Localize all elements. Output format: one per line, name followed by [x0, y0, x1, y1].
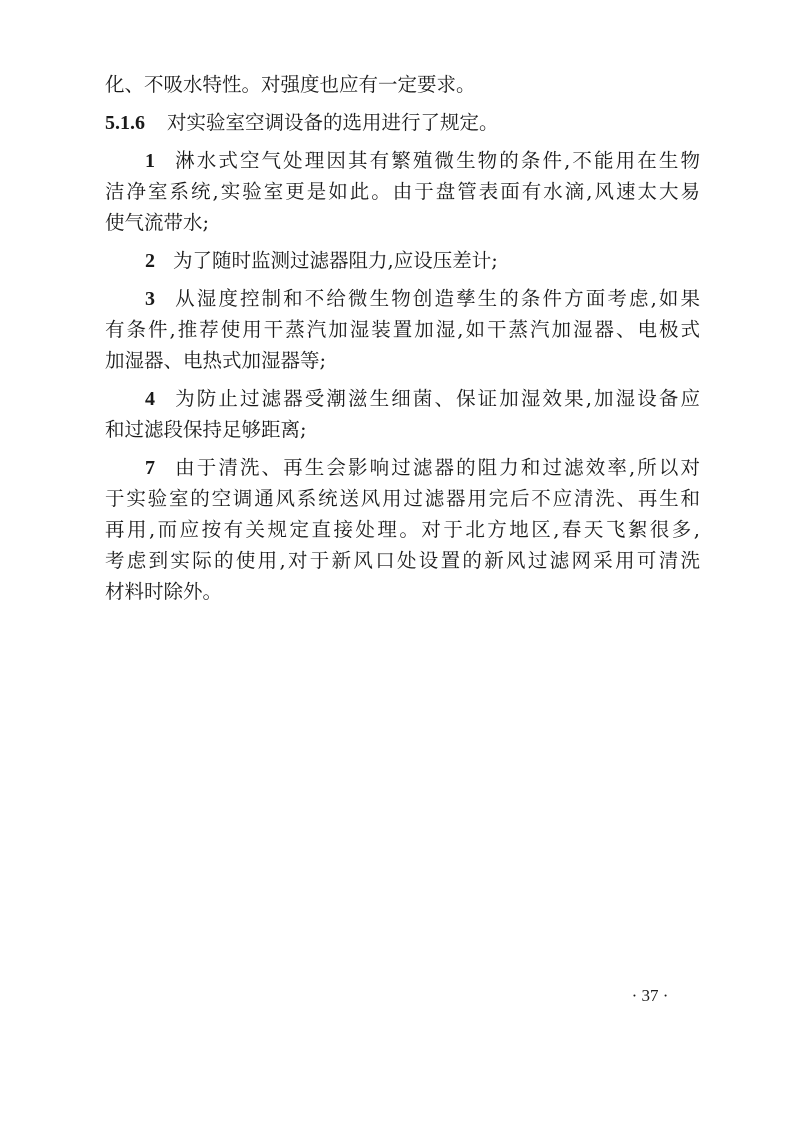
item-number: 1 — [145, 150, 155, 172]
page-body — [105, 69, 700, 614]
list-item-4 — [105, 383, 700, 445]
item-number: 7 — [145, 457, 155, 479]
item-number: 4 — [145, 388, 155, 410]
paragraph-line: 和过滤段保持足够距离; — [105, 418, 307, 441]
paragraph-line: 材料时除外。 — [105, 580, 223, 603]
paragraph-line: 加湿器、电热式加湿器等; — [105, 349, 327, 372]
paragraph-line: 再用,而应按有关规定直接处理。对于北方地区,春天飞絮很多, — [105, 518, 700, 541]
paragraph-line: 考虑到实际的使用,对于新风口处设置的新风过滤网采用可清洗 — [105, 549, 700, 572]
paragraph-line: 由于清洗、再生会影响过滤器的阻力和过滤效率,所以对 — [173, 456, 700, 479]
paragraph-line: 有条件,推荐使用干蒸汽加湿装置加湿,如干蒸汽加湿器、电极式 — [105, 318, 700, 341]
paragraph-line: 为防止过滤器受潮滋生细菌、保证加湿效果,加湿设备应 — [173, 387, 700, 410]
list-item-7 — [105, 452, 700, 607]
continuation-paragraph — [105, 69, 700, 100]
paragraph-line: 洁净室系统,实验室更是如此。由于盘管表面有水滴,风速太大易 — [105, 180, 700, 203]
item-number: 3 — [145, 288, 155, 310]
paragraph-line: 于实验室的空调通风系统送风用过滤器用完后不应清洗、再生和 — [105, 487, 700, 510]
paragraph-line: 使气流带水; — [105, 211, 210, 234]
list-item-2 — [105, 245, 700, 276]
list-item-3 — [105, 283, 700, 376]
page-number: · 37 · — [631, 986, 669, 1005]
list-item-1 — [105, 145, 700, 238]
section-number: 5.1.6 — [105, 112, 145, 134]
item-number: 2 — [145, 250, 155, 272]
paragraph-line: 化、不吸水特性。对强度也应有一定要求。 — [105, 73, 476, 96]
paragraph-line: 从湿度控制和不给微生物创造孳生的条件方面考虑,如果 — [173, 287, 700, 310]
paragraph-line: 为了随时监测过滤器阻力,应设压差计; — [173, 249, 498, 272]
section-heading — [105, 107, 700, 138]
paragraph-line: 淋水式空气处理因其有繁殖微生物的条件,不能用在生物 — [173, 149, 700, 172]
section-title: 对实验室空调设备的选用进行了规定。 — [167, 111, 499, 134]
